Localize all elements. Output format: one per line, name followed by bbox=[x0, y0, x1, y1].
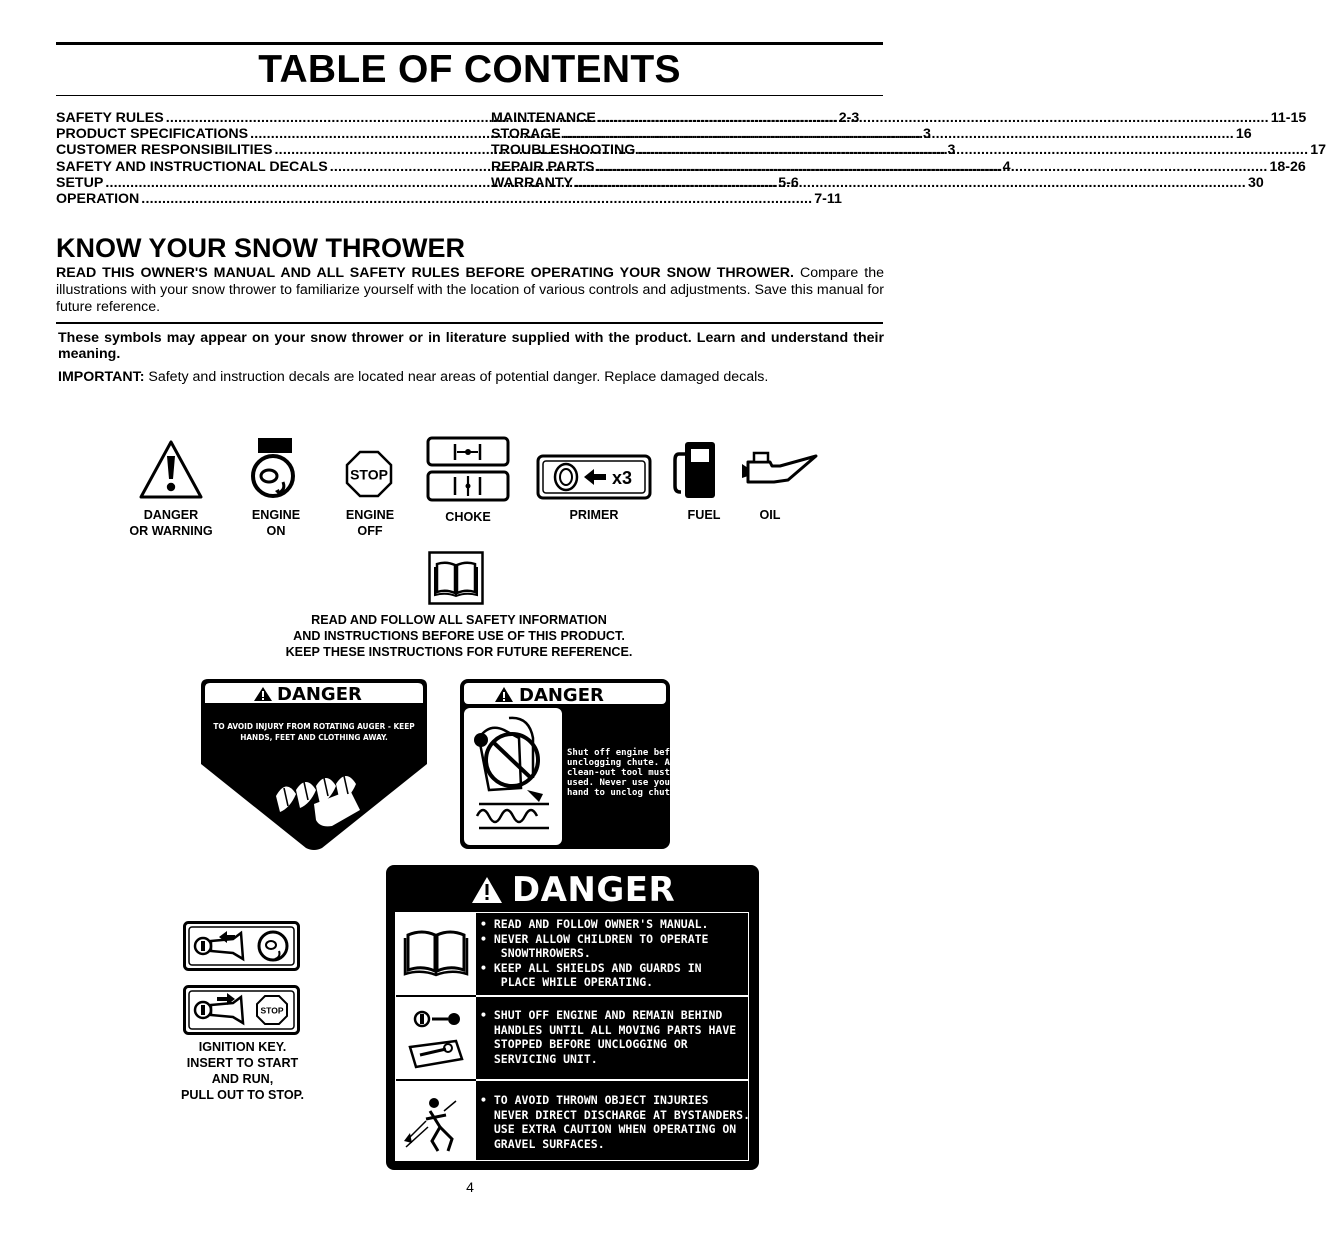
toc-entry: SAFETY RULES ..... 2-3 bbox=[56, 110, 445, 126]
chute-danger-decal bbox=[459, 678, 687, 850]
primer-count-text: x3 bbox=[611, 468, 633, 488]
ignition-stop-text: STOP bbox=[260, 1005, 284, 1016]
main-decal-body bbox=[395, 912, 749, 1161]
page-number: 4 bbox=[466, 1179, 474, 1195]
chute-decal-header: DANGER bbox=[519, 685, 604, 706]
oil-can-icon bbox=[740, 452, 818, 488]
ignition-run-decal bbox=[183, 921, 300, 971]
main-decal-section-2: • SHUT OFF ENGINE AND REMAIN BEHIND HANDLES UNTIL ALL MOVING PARTS HAVE STOPPED BEFORE UNCLOGGING OR SERVICING UNIT. bbox=[480, 1008, 737, 1066]
main-decal-divider bbox=[476, 995, 748, 997]
engine-on-icon bbox=[248, 438, 298, 500]
toc-entry: CUSTOMER RESPONSIBILITIES ..... 3 bbox=[56, 142, 445, 158]
toc-entry: WARRANTY ..... 30 bbox=[491, 175, 881, 191]
main-decal-icon-cell bbox=[396, 1081, 476, 1161]
warning-triangle-icon bbox=[470, 875, 504, 905]
important-note: IMPORTANT: Safety and instruction decals are located near areas of potential danger. Replace damaged decals. bbox=[58, 369, 769, 385]
main-decal-section-3: • TO AVOID THROWN OBJECT INJURIES NEVER DIRECT DISCHARGE AT BYSTANDERS. USE EXTRA CAUTION WHEN OPERATING ON GRAVEL SURFACES. bbox=[480, 1093, 751, 1151]
manual-book-icon bbox=[396, 913, 476, 995]
section-heading: KNOW YOUR SNOW THROWER bbox=[56, 233, 465, 263]
symbol-label-fuel: FUEL bbox=[687, 508, 721, 522]
main-decal-divider bbox=[476, 1079, 748, 1081]
chute-decal-text bbox=[567, 747, 687, 798]
auger-decal-text-2: HANDS, FEET AND CLOTHING AWAY. bbox=[240, 732, 388, 742]
symbol-label-primer: PRIMER bbox=[569, 508, 619, 522]
intro-paragraph: READ THIS OWNER'S MANUAL AND ALL SAFETY RULES BEFORE OPERATING YOUR SNOW THROWER. Compare the illustrations with your snow thrower to familiarize yourself with the location of various controls and adjustments. Save this manual for future reference. bbox=[56, 265, 884, 315]
top-rule bbox=[56, 42, 883, 45]
read-follow-text: READ AND FOLLOW ALL SAFETY INFORMATION AND INSTRUCTIONS BEFORE USE OF THIS PRODUCT. KEEP THESE INSTRUCTIONS FOR FUTURE REFERENCE. bbox=[285, 613, 633, 659]
toc-entry: MAINTENANCE ..... 11-15 bbox=[491, 110, 881, 126]
toc-entry: SAFETY AND INSTRUCTIONAL DECALS ..... 4 bbox=[56, 159, 445, 175]
svg-text:hand to unclog chute.: hand to unclog chute. bbox=[567, 788, 681, 798]
toc-entry: TROUBLESHOOTING ..... 17 bbox=[491, 142, 881, 158]
warning-triangle-icon bbox=[138, 439, 204, 501]
toc-entry: REPAIR PARTS ..... 18-26 bbox=[491, 159, 881, 175]
ignition-stop-decal bbox=[183, 985, 300, 1035]
svg-text:clean-out tool must be: clean-out tool must be bbox=[567, 768, 687, 778]
toc-entry: OPERATION ..... 7-11 bbox=[56, 191, 445, 207]
symbols-note: These symbols may appear on your snow thrower or in literature supplied with the product. Learn and understand their meaning. bbox=[58, 330, 884, 362]
primer-icon bbox=[536, 454, 652, 500]
symbol-label-danger: DANGER OR WARNING bbox=[129, 508, 213, 538]
symbol-label-engine-on: ENGINE ON bbox=[251, 508, 301, 538]
section-rule bbox=[56, 322, 883, 324]
symbol-label-oil: OIL bbox=[759, 508, 781, 522]
main-decal-header-text: DANGER bbox=[511, 870, 676, 910]
toc-entry: PRODUCT SPECIFICATIONS ..... 3 bbox=[56, 126, 445, 142]
symbol-label-choke: CHOKE bbox=[445, 510, 491, 524]
main-decal-header bbox=[386, 869, 759, 911]
fuel-pump-icon bbox=[671, 440, 719, 500]
svg-text:used. Never use your: used. Never use your bbox=[567, 778, 676, 788]
toc-entry: SETUP ..... 5-6 bbox=[56, 175, 445, 191]
auger-decal-header: DANGER bbox=[277, 684, 362, 705]
svg-text:unclogging chute. A: unclogging chute. A bbox=[567, 758, 670, 768]
main-decal-icon-cell bbox=[396, 997, 476, 1079]
manual-book-icon bbox=[428, 551, 484, 605]
title-rule bbox=[56, 95, 883, 96]
key-and-wrench-icon bbox=[396, 997, 476, 1079]
symbol-label-engine-off: ENGINE OFF bbox=[345, 508, 395, 538]
stop-sign-icon bbox=[345, 450, 393, 498]
svg-text:Shut off engine before: Shut off engine before bbox=[567, 748, 687, 758]
main-danger-decal bbox=[386, 865, 759, 1170]
main-decal-section-1: • READ AND FOLLOW OWNER'S MANUAL. • NEVER ALLOW CHILDREN TO OPERATE SNOWTHROWERS. • KEEP ALL SHIELDS AND GUARDS IN PLACE WHILE OPERATING. bbox=[480, 917, 709, 989]
choke-icon bbox=[426, 436, 510, 502]
ignition-caption: IGNITION KEY. INSERT TO START AND RUN, PULL OUT TO STOP. bbox=[181, 1040, 304, 1102]
toc-entry: STORAGE ..... 16 bbox=[491, 126, 881, 142]
main-decal-icon-cell bbox=[396, 913, 476, 995]
auger-danger-decal bbox=[200, 678, 428, 850]
page-title: TABLE OF CONTENTS bbox=[258, 48, 681, 91]
auger-decal-text-1: TO AVOID INJURY FROM ROTATING AUGER - KEEP bbox=[213, 721, 415, 731]
thrown-object-icon bbox=[396, 1081, 476, 1161]
stop-sign-text: STOP bbox=[350, 466, 388, 483]
